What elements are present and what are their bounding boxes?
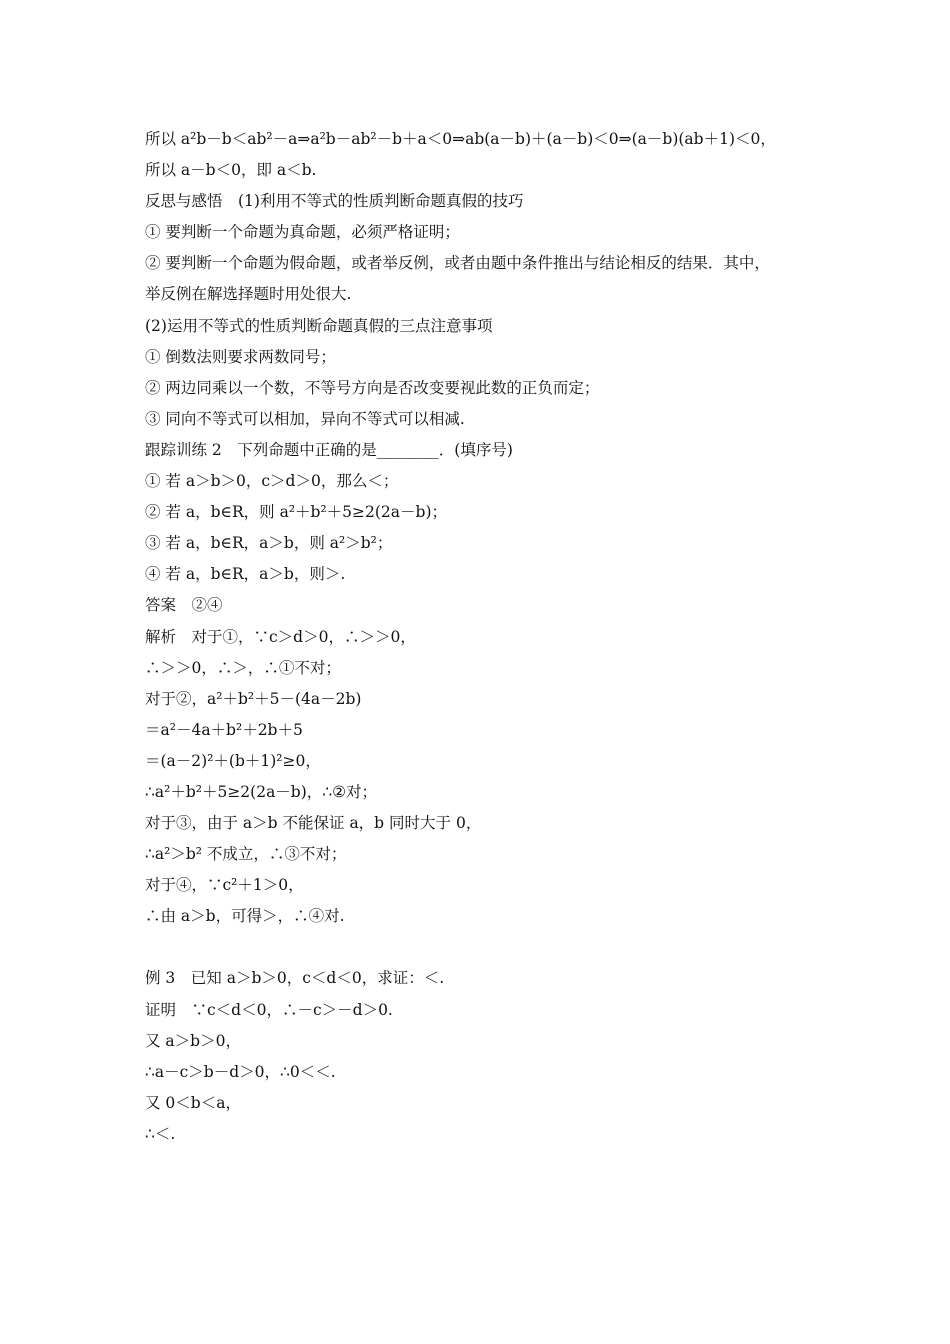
text-line: 例 3 已知 a＞b＞0，c＜d＜0，求证：＜. [145, 969, 445, 988]
text-line: 又 0＜b＜a， [145, 1093, 241, 1112]
document-body [145, 124, 825, 1150]
text-line: 对于②，a²＋b²＋5－(4a－2b) [145, 689, 362, 708]
text-line: 反思与感悟 (1)利用不等式的性质判断命题真假的技巧 [145, 192, 524, 211]
text-line: ＝(a－2)²＋(b＋1)²≥0， [145, 751, 321, 770]
text-line: 跟踪训练 2 下列命题中正确的是________．(填序号) [145, 440, 513, 459]
text-line: ③ 同向不等式可以相加，异向不等式可以相减. [145, 409, 465, 428]
text-line: ② 要判断一个命题为假命题，或者举反例，或者由题中条件推出与结论相反的结果．其中， [145, 254, 770, 273]
text-line: 证明 ∵c＜d＜0，∴－c＞－d＞0. [145, 1000, 393, 1019]
text-line: 所以 a²b－b＜ab²－a⇒a²b－ab²－b＋a＜0⇒ab(a－b)＋(a－b)＜0⇒(a－b)(ab＋1)＜0， [145, 130, 776, 148]
text-line: ① 若 a＞b＞0，c＞d＞0，那么＜； [145, 472, 399, 491]
text-line: 所以 a－b＜0，即 a＜b. [145, 161, 317, 180]
text-line: ③ 若 a，b∈R，a＞b，则 a²＞b²； [145, 534, 393, 553]
text-line: ∴a²＞b² 不成立，∴③不对； [145, 845, 347, 864]
text-line: ① 要判断一个命题为真命题，必须严格证明； [145, 223, 460, 242]
text-line: ④ 若 a，b∈R，a＞b，则＞. [145, 565, 346, 584]
text-line: 对于④，∵c²＋1＞0， [145, 876, 304, 895]
text-line: ∴a－c＞b－d＞0，∴0＜＜. [145, 1062, 336, 1081]
text-line: ② 若 a，b∈R，则 a²＋b²＋5≥2(2a－b)； [145, 503, 448, 522]
text-line: 又 a＞b＞0， [145, 1031, 241, 1050]
text-line: ② 两边同乘以一个数，不等号方向是否改变要视此数的正负而定； [145, 378, 600, 397]
text-line: ∴由 a＞b，可得＞，∴④对. [145, 907, 345, 926]
text-line: ＝a²－4a＋b²＋2b＋5 [145, 720, 303, 739]
text-line: ∴a²＋b²＋5≥2(2a－b)，∴②对； [145, 782, 378, 801]
text-line: ∴＞＞0，∴＞，∴①不对； [145, 658, 341, 677]
text-line: ∴＜. [145, 1124, 176, 1143]
text-line: (2)运用不等式的性质判断命题真假的三点注意事项 [145, 316, 493, 335]
text-line: ① 倒数法则要求两数同号； [145, 347, 336, 366]
text-line: 举反例在解选择题时用处很大. [145, 285, 352, 304]
text-line: 对于③，由于 a＞b 不能保证 a，b 同时大于 0， [145, 814, 482, 833]
text-line: 解析 对于①，∵c＞d＞0，∴＞＞0， [145, 627, 416, 646]
text-line: 答案 ②④ [145, 596, 223, 615]
paragraph-gap [145, 932, 825, 963]
